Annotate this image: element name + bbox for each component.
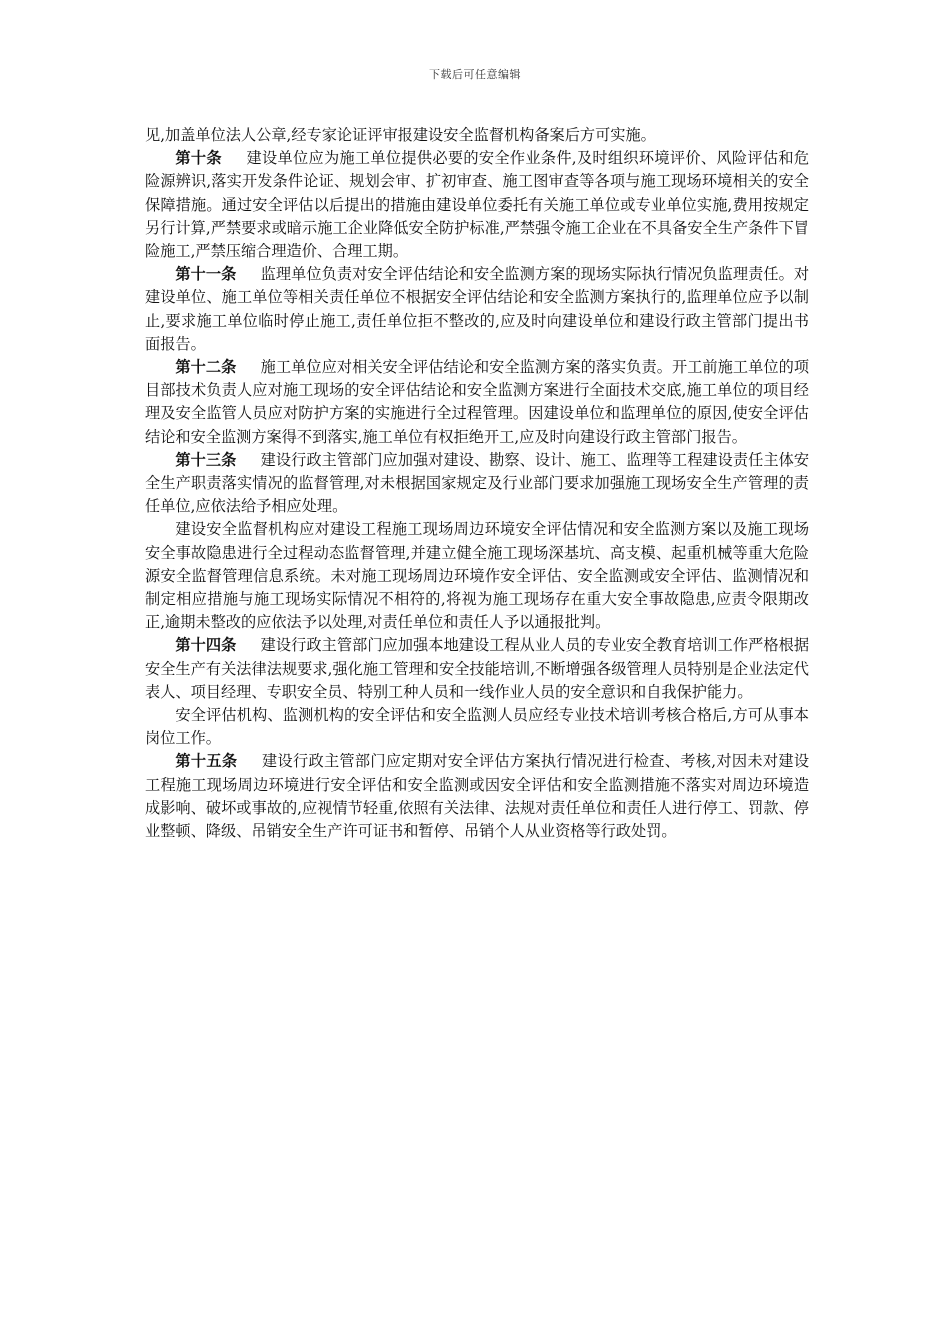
paragraph-text: 建设行政主管部门应定期对安全评估方案执行情况进行检查、考核,对因未对建设工程施工现场周边环境进行安全评估和安全监测或因安全评估和安全监测措施不落实对周边环境造成影响、破坏或事故的,应视情节轻重,依照有关法律、法规对责任单位和责任人进行停工、罚款、停业整顿、降级、吊销安全生产许可证书和暂停、吊销个人从业资格等行政处罚。 (145, 752, 810, 841)
page-header: 下载后可任意编辑 (429, 68, 521, 81)
article-15 (145, 750, 809, 843)
article-14-continuation (145, 704, 809, 750)
paragraph-continuation (145, 124, 809, 147)
article-number: 第十四条 (175, 636, 237, 655)
paragraph-text: 施工单位应对相关安全评估结论和安全监测方案的落实负责。开工前施工单位的项目部技术负责人应对施工现场的安全评估结论和安全监测方案进行全面技术交底,施工单位的项目经理及安全监管人员应对防护方案的实施进行全过程管理。因建设单位和监理单位的原因,使安全评估结论和安全监测方案得不到落实,施工单位有权拒绝开工,应及时向建设行政主管部门报告。 (145, 358, 810, 446)
article-number: 第十三条 (175, 450, 237, 469)
paragraph-text: 建设单位应为施工单位提供必要的安全作业条件,及时组织环境评价、风险评估和危险源辨识,落实开发条件论证、规划会审、扩初审查、施工图审查等各项与施工现场环境相关的安全保障措施。通过安全评估以后提出的措施由建设单位委托有关施工单位或专业单位实施,费用按规定另行计算,严禁要求或暗示施工企业降低安全防护标准,严禁强令施工企业在不具备安全生产条件下冒险施工,严禁压缩合理造价、合理工期。 (145, 149, 810, 261)
paragraph-text: 建设行政主管部门应加强本地建设工程从业人员的专业安全教育培训工作严格根据安全生产有关法律法规要求,强化施工管理和安全技能培训,不断增强各级管理人员特别是企业法定代表人、项目经理、专职安全员、特别工种人员和一线作业人员的安全意识和自我保护能力。 (145, 636, 810, 701)
article-12 (145, 356, 809, 449)
article-number: 第十五条 (175, 752, 238, 771)
article-number: 第十二条 (175, 358, 237, 377)
article-13-continuation (145, 518, 809, 634)
paragraph-text: 建设安全监督机构应对建设工程施工现场周边环境安全评估情况和安全监测方案以及施工现场安全事故隐患进行全过程动态监督管理,并建立健全施工现场深基坑、高支模、起重机械等重大危险源安全监督管理信息系统。未对施工现场周边环境作安全评估、安全监测或安全评估、监测情况和制定相应措施与施工现场实际情况不相符的,将视为施工现场存在重大安全事故隐患,应责令限期改正,逾期未整改的应依法予以处理,对责任单位和责任人予以通报批判。 (145, 520, 809, 632)
article-14 (145, 634, 809, 704)
article-10 (145, 147, 809, 263)
paragraph-text: 安全评估机构、监测机构的安全评估和安全监测人员应经专业技术培训考核合格后,方可从事本岗位工作。 (145, 706, 809, 748)
document-body (145, 124, 809, 843)
article-11 (145, 263, 809, 356)
paragraph-text: 监理单位负责对安全评估结论和安全监测方案的现场实际执行情况负监理责任。对建设单位、施工单位等相关责任单位不根据安全评估结论和安全监测方案执行的,监理单位应予以制止,要求施工单位临时停止施工,责任单位拒不整改的,应及时向建设单位和建设行政主管部门提出书面报告。 (145, 265, 810, 353)
article-13 (145, 449, 809, 519)
article-number: 第十条 (175, 149, 222, 168)
article-number: 第十一条 (175, 265, 237, 284)
paragraph-text: 见,加盖单位法人公章,经专家论证评审报建设安全监督机构备案后方可实施。 (145, 126, 656, 144)
paragraph-text: 建设行政主管部门应加强对建设、勘察、设计、施工、监理等工程建设责任主体安全生产职责落实情况的监督管理,对未根据国家规定及行业部门要求加强施工现场安全生产管理的责任单位,应依法给予相应处理。 (145, 450, 810, 516)
